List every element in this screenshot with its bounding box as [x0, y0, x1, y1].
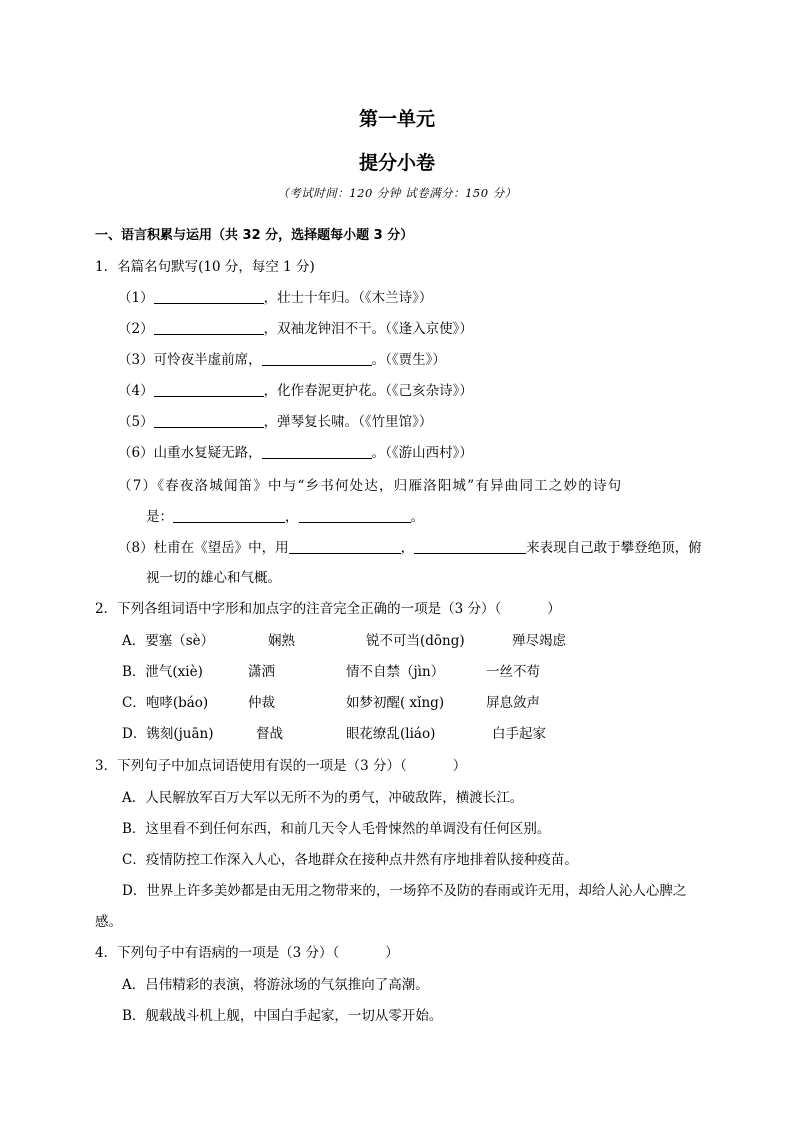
answer-blank[interactable] [414, 538, 526, 554]
question-4-stem: 4．下列句子中有语病的一项是（3 分）（ ） [95, 945, 399, 961]
q2-option-b[interactable]: B．泄气(xiè) [122, 664, 203, 680]
answer-blank[interactable] [289, 538, 401, 554]
q2-b-word-4: 一丝不苟 [486, 664, 540, 680]
q2-c-word-2: 仲裁 [248, 695, 275, 711]
q4-option-a[interactable]: A．吕伟精彩的表演，将游泳场的气氛推向了高潮。 [122, 977, 429, 993]
q3-option-d-cont: 感。 [95, 914, 122, 930]
q2-d-word-3: 眼花缭乱(liáo) [346, 726, 436, 742]
q1-item-8-line1: （8）杜甫在《望岳》中，用 ， 来表现自己敢于攀登绝顶，俯 [118, 540, 702, 556]
q1-item-5: （5） ，弹琴复长啸。（《竹里馆》） [118, 414, 433, 430]
answer-blank[interactable] [299, 507, 411, 523]
q3-option-a[interactable]: A．人民解放军百万大军以无所不为的勇气，冲破敌阵，横渡长江。 [122, 790, 524, 806]
q1-item-2: （2） ，双袖龙钟泪不干。（《逢入京使》） [118, 321, 473, 337]
q1-item-6: （6）山重水复疑无路， 。（《游山西村》） [118, 445, 473, 461]
answer-blank[interactable] [154, 381, 264, 397]
unit-title: 第一单元 [358, 108, 435, 130]
answer-blank[interactable] [173, 507, 285, 523]
q3-option-d[interactable]: D．世界上许多美妙都是由无用之物带来的，一场猝不及防的春雨或许无用，却给人沁人心脾之 [122, 883, 687, 899]
answer-blank[interactable] [154, 288, 264, 304]
answer-blank[interactable] [262, 350, 372, 366]
answer-blank[interactable] [154, 412, 264, 428]
answer-blank[interactable] [154, 319, 264, 335]
question-3-stem: 3．下列句子中加点词语使用有误的一项是（3 分）（ ） [95, 758, 467, 774]
q2-option-c[interactable]: C．咆哮(báo) [122, 695, 209, 711]
q1-item-7-line1: （7）《春夜洛城闻笛》中与“乡书何处达，归雁洛阳城”有异曲同工之妙的诗句 [118, 478, 623, 494]
q1-item-4: （4） ，化作春泥更护花。（《己亥杂诗》） [118, 383, 473, 399]
q2-option-a[interactable]: A．要塞（sè） [122, 633, 215, 649]
question-1-stem: 1．名篇名句默写(10 分，每空 1 分) [95, 259, 315, 275]
q2-option-d[interactable]: D．镌刻(juān) [122, 726, 214, 742]
q1-item-8-line2: 视一切的雄心和气概。 [146, 570, 281, 586]
q2-b-word-2: 潇洒 [248, 664, 275, 680]
q3-option-b[interactable]: B．这里看不到任何东西，和前几天令人毛骨悚然的单调没有任何区别。 [122, 821, 551, 837]
q2-a-word-4: 殚尽竭虑 [512, 633, 566, 649]
q4-option-b[interactable]: B．舰载战斗机上舰，中国白手起家，一切从零开始。 [122, 1008, 443, 1024]
q3-option-c[interactable]: C．疫情防控工作深入人心，各地群众在接种点井然有序地排着队接种疫苗。 [122, 852, 578, 868]
paper-title: 提分小卷 [358, 152, 435, 174]
exam-info: （考试时间：120 分钟 试卷满分：150 分） [277, 186, 517, 200]
q2-b-word-3: 情不自禁（jìn） [346, 664, 445, 680]
question-2-stem: 2．下列各组词语中字形和加点字的注音完全正确的一项是（3 分）（ ） [95, 601, 561, 617]
q2-d-word-2: 督战 [256, 726, 283, 742]
q2-a-word-2: 娴熟 [268, 633, 295, 649]
q2-d-word-4: 白手起家 [492, 726, 546, 742]
q1-item-7-line2: 是： ， 。 [146, 509, 424, 525]
q2-c-word-4: 屏息敛声 [486, 695, 540, 711]
q1-item-3: （3）可怜夜半虚前席， 。（《贾生》） [118, 352, 446, 368]
q2-a-word-3: 锐不可当(dōng) [366, 633, 465, 649]
section-heading: 一、语言积累与运用（共 32 分，选择题每小题 3 分） [95, 228, 414, 243]
answer-blank[interactable] [262, 443, 372, 459]
q1-item-1: （1） ，壮士十年归。（《木兰诗》） [118, 290, 433, 306]
q2-c-word-3: 如梦初醒( xǐng) [346, 695, 445, 711]
